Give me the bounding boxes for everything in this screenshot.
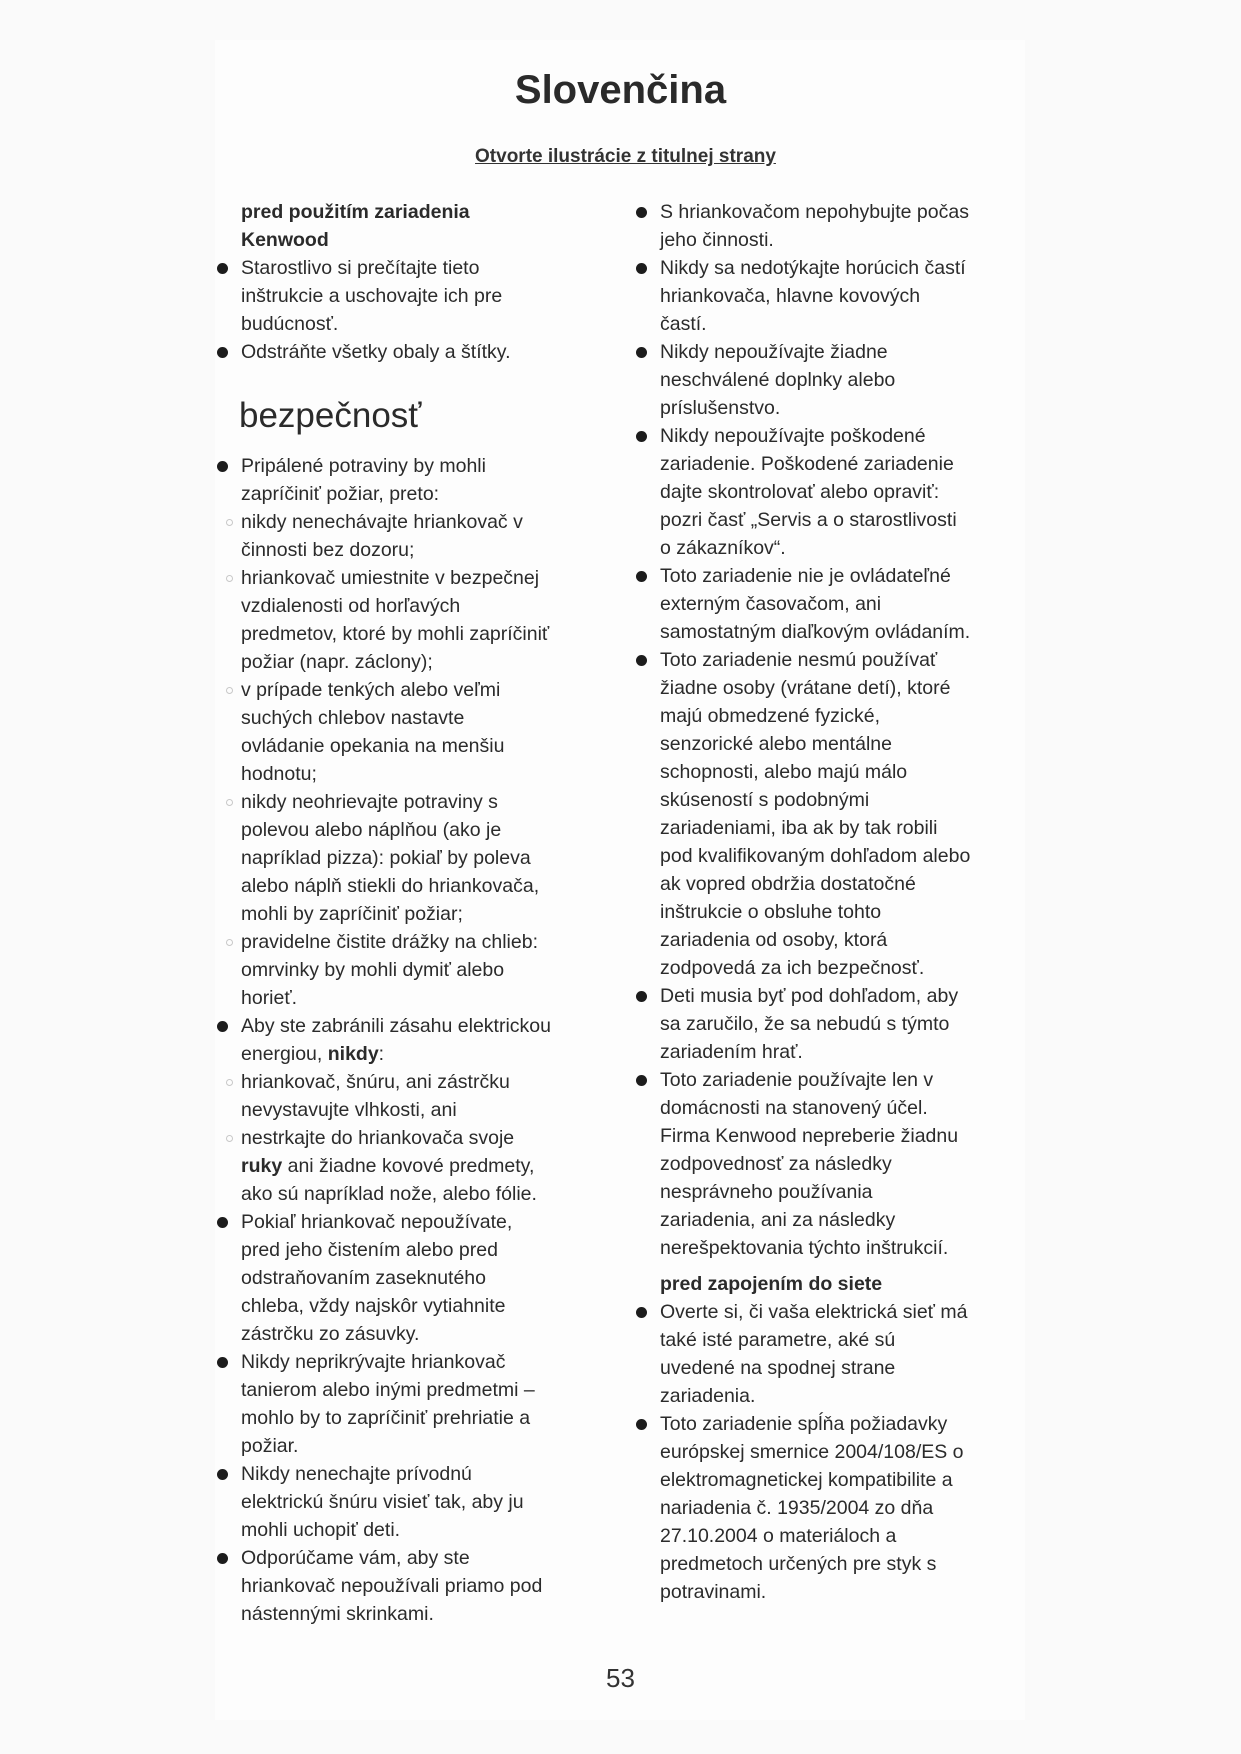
item-line: zariadenia od osoby, ktorá xyxy=(660,929,888,951)
item-line: pozri časť „Servis a o starostlivosti xyxy=(660,509,957,531)
before-use-heading xyxy=(241,198,611,254)
bullet-icon xyxy=(217,1357,228,1368)
item-line: Toto zariadenie nesmú používať xyxy=(660,649,938,671)
item-line: Nikdy sa nedotýkajte horúcich častí xyxy=(660,257,966,279)
bullet-icon xyxy=(636,1419,647,1430)
list-item xyxy=(241,1348,611,1460)
before-use-heading-line: pred použitím zariadenia xyxy=(241,201,470,223)
item-line: zapríčiniť požiar, preto: xyxy=(241,483,440,505)
more-safety-list xyxy=(241,1208,611,1628)
item-line: S hriankovačom nepohybujte počas xyxy=(660,201,969,223)
item-line: alebo náplň stiekli do hriankovača, xyxy=(241,875,540,897)
list-item xyxy=(660,1066,1005,1262)
sub-bullet-icon xyxy=(226,799,233,806)
item-line: mohli uchopiť deti. xyxy=(241,1519,401,1541)
item-line: hodnotu; xyxy=(241,763,317,785)
item-line: senzorické alebo mentálne xyxy=(660,733,892,755)
item-line: pod kvalifikovaným dohľadom alebo xyxy=(660,845,971,867)
item-line: samostatným diaľkovým ovládaním. xyxy=(660,621,971,643)
item-line: také isté parametre, aké sú xyxy=(660,1329,896,1351)
item-line: jeho činnosti. xyxy=(660,229,774,251)
item-line: energiou, xyxy=(241,1043,328,1065)
item-line: požiar (napr. záclony); xyxy=(241,651,433,673)
sub-bullet-icon xyxy=(226,1135,233,1142)
item-line: zariadenia, ani za následky xyxy=(660,1209,896,1231)
item-line: chleba, vždy najskôr vytiahnite xyxy=(241,1295,506,1317)
item-line: Odporúčame vám, aby ste xyxy=(241,1547,470,1569)
bullet-icon xyxy=(636,263,647,274)
list-item xyxy=(660,422,1005,562)
sub-list-item xyxy=(241,508,611,564)
item-line: ak vopred obdržia dostatočné xyxy=(660,873,916,895)
item-line: neschválené doplnky alebo xyxy=(660,369,896,391)
item-line: Toto zariadenie spĺňa požiadavky xyxy=(660,1413,948,1435)
list-item xyxy=(660,646,1005,982)
shock-subitem xyxy=(241,1068,611,1124)
item-line: Pokiaľ hriankovač nepoužívate, xyxy=(241,1211,513,1233)
bullet-icon xyxy=(217,461,228,472)
item-line: častí. xyxy=(660,313,707,335)
list-item xyxy=(241,254,611,338)
item-line: externým časovačom, ani xyxy=(660,593,882,615)
item-line: nesprávneho používania xyxy=(660,1181,873,1203)
bullet-icon xyxy=(217,1553,228,1564)
sub-bullet-icon xyxy=(226,939,233,946)
power-list xyxy=(660,1298,1005,1606)
illustrations-note-text: Otvorte ilustrácie z titulnej strany xyxy=(475,146,776,167)
item-line: v prípade tenkých alebo veľmi xyxy=(241,679,501,701)
list-item xyxy=(660,1298,1005,1410)
list-item xyxy=(241,1208,611,1348)
item-line: napríklad pizza): pokiaľ by poleva xyxy=(241,847,531,869)
item-line: inštrukcie o obsluhe tohto xyxy=(660,901,882,923)
list-item xyxy=(660,1410,1005,1606)
bullet-icon xyxy=(636,1075,647,1086)
intro-list xyxy=(241,254,611,366)
page-title: Slovenčina xyxy=(514,68,727,112)
bullet-icon xyxy=(636,207,647,218)
bullet-icon xyxy=(217,1021,228,1032)
item-line: budúcnosť. xyxy=(241,313,339,335)
item-line: pred jeho čistením alebo pred xyxy=(241,1239,498,1261)
bullet-icon xyxy=(217,347,228,358)
item-line: pravidelne čistite drážky na chlieb: xyxy=(241,931,538,953)
item-line: nevystavujte vlhkosti, ani xyxy=(241,1099,457,1121)
item-line: požiar. xyxy=(241,1435,299,1457)
bullet-icon xyxy=(217,1469,228,1480)
item-line: Overte si, či vaša elektrická sieť má xyxy=(660,1301,968,1323)
item-line: činnosti bez dozoru; xyxy=(241,539,415,561)
sub-bullet-icon xyxy=(226,575,233,582)
item-line: sa zaručilo, že sa nebudú s týmto xyxy=(660,1013,950,1035)
item-line: Nikdy nenechajte prívodnú xyxy=(241,1463,472,1485)
item-line: horieť. xyxy=(241,987,298,1009)
item-line: zariadeniami, iba ak by tak robili xyxy=(660,817,938,839)
bullet-icon xyxy=(217,1217,228,1228)
right-safety-list xyxy=(660,198,1005,1262)
before-use-heading-line: Kenwood xyxy=(241,229,329,251)
item-line: odstraňovaním zaseknutého xyxy=(241,1267,486,1289)
item-line: nástennými skrinkami. xyxy=(241,1603,434,1625)
safety-heading: bezpečnosť xyxy=(239,396,422,435)
list-item xyxy=(660,562,1005,646)
shock-warning-item xyxy=(241,1012,611,1068)
bullet-icon xyxy=(636,431,647,442)
item-line: Nikdy neprikrývajte hriankovač xyxy=(241,1351,506,1373)
item-line: domácnosti na stanovený účel. xyxy=(660,1097,928,1119)
item-line: suchých chlebov nastavte xyxy=(241,707,465,729)
list-item xyxy=(660,338,1005,422)
item-line: predmetov, ktoré by mohli zapríčiniť xyxy=(241,623,550,645)
sub-bullet-icon xyxy=(226,519,233,526)
item-line: uvedené na spodnej strane xyxy=(660,1357,896,1379)
item-line: predmetoch určených pre styk s xyxy=(660,1553,937,1575)
item-line: potravinami. xyxy=(660,1581,767,1603)
item-line: Odstráňte všetky obaly a štítky. xyxy=(241,341,511,363)
page-number: 53 xyxy=(606,1663,635,1693)
emphasis-never: nikdy xyxy=(327,1043,379,1065)
illustrations-note xyxy=(0,146,1241,168)
item-line: nikdy nenechávajte hriankovač v xyxy=(241,511,523,533)
item-line: skúseností s podobnými xyxy=(660,789,870,811)
item-line: Nikdy nepoužívajte žiadne xyxy=(660,341,888,363)
item-line: mohli by zapríčiniť požiar; xyxy=(241,903,463,925)
item-line: Starostlivo si prečítajte tieto xyxy=(241,257,480,279)
bullet-icon xyxy=(217,263,228,274)
fire-sublist xyxy=(241,508,611,1012)
sub-list-item xyxy=(241,928,611,1012)
item-line: žiadne osoby (vrátane detí), ktoré xyxy=(660,677,951,699)
emphasis-hands: ruky xyxy=(241,1155,283,1177)
item-line: majú obmedzené fyzické, xyxy=(660,705,881,727)
sub-list-item xyxy=(241,564,611,676)
item-line: ako sú napríklad nože, alebo fólie. xyxy=(241,1183,537,1205)
item-line: zodpovednosť za následky xyxy=(660,1153,892,1175)
item-line: nikdy neohrievajte potraviny s xyxy=(241,791,498,813)
item-line: zariadenie. Poškodené zariadenie xyxy=(660,453,954,475)
item-line: o zákazníkov“. xyxy=(660,537,786,559)
before-plugging-heading: pred zapojením do siete xyxy=(660,1273,883,1295)
item-line: omrvinky by mohli dymiť alebo xyxy=(241,959,505,981)
list-item xyxy=(660,982,1005,1066)
item-line: nestrkajte do hriankovača svoje xyxy=(241,1127,515,1149)
item-line: Deti musia byť pod dohľadom, aby xyxy=(660,985,959,1007)
right-column xyxy=(660,198,1005,1606)
fire-warning-item xyxy=(241,452,611,508)
item-line: 27.10.2004 o materiáloch a xyxy=(660,1525,897,1547)
bullet-icon xyxy=(636,347,647,358)
item-line: zariadenia. xyxy=(660,1385,756,1407)
shock-subitem xyxy=(241,1124,611,1208)
bullet-icon xyxy=(636,571,647,582)
item-line: elektrickú šnúru visieť tak, aby ju xyxy=(241,1491,524,1513)
item-line: európskej smernice 2004/108/ES o xyxy=(660,1441,964,1463)
item-line: Aby ste zabránili zásahu elektrickou xyxy=(241,1015,551,1037)
sub-list-item xyxy=(241,676,611,788)
item-line: Toto zariadenie nie je ovládateľné xyxy=(660,565,951,587)
item-line: príslušenstvo. xyxy=(660,397,781,419)
item-line: hriankovač, šnúru, ani zástrčku xyxy=(241,1071,510,1093)
item-line: hriankovač umiestnite v bezpečnej xyxy=(241,567,540,589)
item-line: elektromagnetickej kompatibilite a xyxy=(660,1469,953,1491)
item-line: inštrukcie a uschovajte ich pre xyxy=(241,285,503,307)
list-item xyxy=(660,198,1005,254)
item-line: ovládanie opekania na menšiu xyxy=(241,735,505,757)
item-line: tanierom alebo inými predmetmi – xyxy=(241,1379,535,1401)
bullet-icon xyxy=(636,1307,647,1318)
item-line: nerešpektovania týchto inštrukcií. xyxy=(660,1237,949,1259)
item-line: dajte skontrolovať alebo opraviť: xyxy=(660,481,940,503)
item-line: polevou alebo náplňou (ako je xyxy=(241,819,502,841)
item-line: Toto zariadenie používajte len v xyxy=(660,1069,934,1091)
bullet-icon xyxy=(636,655,647,666)
bullet-icon xyxy=(636,991,647,1002)
list-item xyxy=(660,254,1005,338)
list-item xyxy=(241,1544,611,1628)
item-line: hriankovač nepoužívali priamo pod xyxy=(241,1575,543,1597)
item-line: mohlo by to zapríčiniť prehriatie a xyxy=(241,1407,531,1429)
list-item xyxy=(241,338,611,366)
sub-bullet-icon xyxy=(226,1079,233,1086)
left-column xyxy=(241,198,611,1628)
item-line: Nikdy nepoužívajte poškodené xyxy=(660,425,926,447)
item-line: ani žiadne kovové predmety, xyxy=(282,1155,535,1177)
list-item xyxy=(241,1460,611,1544)
item-line: schopnosti, alebo majú málo xyxy=(660,761,908,783)
item-line: zodpovedá za ich bezpečnosť. xyxy=(660,957,925,979)
item-line: hriankovača, hlavne kovových xyxy=(660,285,921,307)
item-line: zariadením hrať. xyxy=(660,1041,803,1063)
item-line: zástrčku zo zásuvky. xyxy=(241,1323,420,1345)
item-line: Firma Kenwood nepreberie žiadnu xyxy=(660,1125,959,1147)
item-line: nariadenia č. 1935/2004 zo dňa xyxy=(660,1497,934,1519)
sub-bullet-icon xyxy=(226,687,233,694)
item-line: vzdialenosti od horľavých xyxy=(241,595,461,617)
sub-list-item xyxy=(241,788,611,928)
item-line: : xyxy=(378,1043,385,1065)
item-line: Pripálené potraviny by mohli xyxy=(241,455,486,477)
